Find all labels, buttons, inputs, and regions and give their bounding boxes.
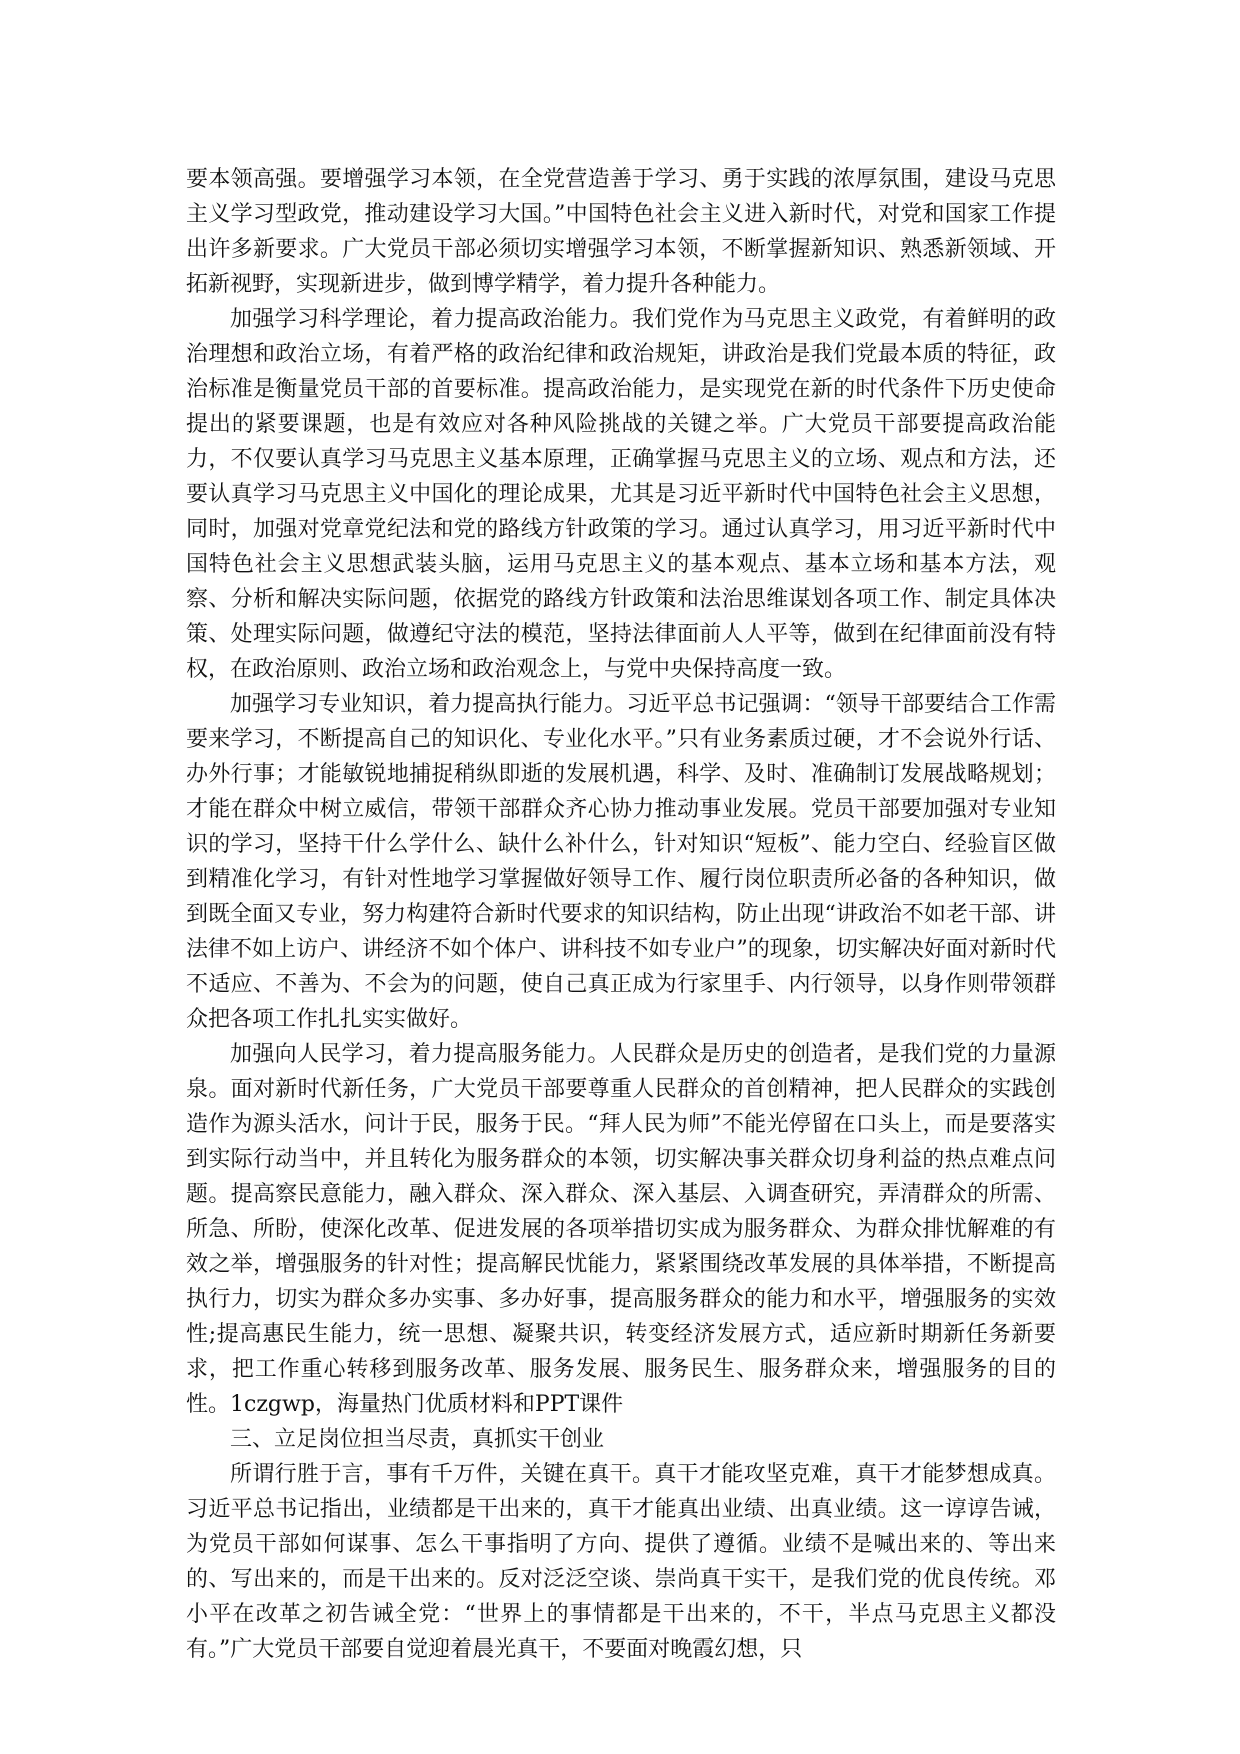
paragraph-real-work: 所谓行胜于言，事有千万件，关键在真干。真干才能攻坚克难，真干才能梦想成真。习近平总书记指出，业绩都是干出来的，真干才能真出业绩、出真业绩。这一谆谆告诫，为党员干部如何谋事、怎么干事指明了方向、提供了遵循。业绩不是喊出来的、等出来的、写出来的，而是干出来的。反对泛泛空谈、崇尚真干实干，是我们党的优良传统。邓小平在改革之初告诫全党：“世界上的事情都是干出来的，不干，半点马克思主义都没有。”广大党员干部要自觉迎着晨光真干，不要面对晚霞幻想，只: [186, 1462, 1056, 1662]
paragraph-execution-ability: 加强学习专业知识，着力提高执行能力。习近平总书记强调：“领导干部要结合工作需要来学习，不断提高自己的知识化、专业化水平。”只有业务素质过硬，才不会说外行话、办外行事；才能敏锐地捕捉稍纵即逝的发展机遇，科学、及时、准确制订发展战略规划；才能在群众中树立威信，带领干部群众齐心协力推动事业发展。党员干部要加强对专业知识的学习，坚持干什么学什么、缺什么补什么，针对知识“短板”、能力空白、经验盲区做到精准化学习，有针对性地学习掌握做好领导工作、履行岗位职责所必备的各种知识，做到既全面又专业，努力构建符合新时代要求的知识结构，防止出现“讲政治不如老干部、讲法律不如上访户、讲经济不如个体户、讲科技不如专业户”的现象，切实解决好面对新时代不适应、不善为、不会为的问题，使自己真正成为行家里手、内行领导，以身作则带领群众把各项工作扎扎实实做好。: [186, 692, 1056, 1032]
section-heading: 三、立足岗位担当尽责，真抓实干创业: [230, 1427, 605, 1452]
document-body: [186, 162, 1056, 1667]
paragraph-political-ability: 加强学习科学理论，着力提高政治能力。我们党作为马克思主义政党，有着鲜明的政治理想和政治立场，有着严格的政治纪律和政治规矩，讲政治是我们党最本质的特征，政治标准是衡量党员干部的首要标准。提高政治能力，是实现党在新的时代条件下历史使命提出的紧要课题，也是有效应对各种风险挑战的关键之举。广大党员干部要提高政治能力，不仅要认真学习马克思主义基本原理，正确掌握马克思主义的立场、观点和方法，还要认真学习马克思主义中国化的理论成果，尤其是习近平新时代中国特色社会主义思想，同时，加强对党章党纪法和党的路线方针政策的学习。通过认真学习，用习近平新时代中国特色社会主义思想武装头脑，运用马克思主义的基本观点、基本立场和基本方法，观察、分析和解决实际问题，依据党的路线方针政策和法治思维谋划各项工作、制定具体决策、处理实际问题，做遵纪守法的模范，坚持法律面前人人平等，做到在纪律面前没有特权，在政治原则、政治立场和政治观念上，与党中央保持高度一致。: [186, 307, 1056, 682]
paragraph-service-ability: 加强向人民学习，着力提高服务能力。人民群众是历史的创造者，是我们党的力量源泉。面对新时代新任务，广大党员干部要尊重人民群众的首创精神，把人民群众的实践创造作为源头活水，问计于民，服务于民。“拜人民为师”不能光停留在口头上，而是要落实到实际行动当中，并且转化为服务群众的本领，切实解决事关群众切身利益的热点难点问题。提高察民意能力，融入群众、深入群众、深入基层、入调查研究，弄清群众的所需、所急、所盼，使深化改革、促进发展的各项举措切实成为服务群众、为群众排忧解难的有效之举，增强服务的针对性；提高解民忧能力，紧紧围绕改革发展的具体举措，不断提高执行力，切实为群众多办实事、多办好事，提高服务群众的能力和水平，增强服务的实效性;提高惠民生能力，统一思想、凝聚共识，转变经济发展方式，适应新时期新任务新要求，把工作重心转移到服务改革、服务发展、服务民生、服务群众来，增强服务的目的性。1czgwp，海量热门优质材料和PPT课件: [186, 1042, 1056, 1417]
paragraph-continuation: 要本领高强。要增强学习本领，在全党营造善于学习、勇于实践的浓厚氛围，建设马克思主义学习型政党，推动建设学习大国。”中国特色社会主义进入新时代，对党和国家工作提出许多新要求。广大党员干部必须切实增强学习本领，不断掌握新知识、熟悉新领域、开拓新视野，实现新进步，做到博学精学，着力提升各种能力。: [186, 167, 1056, 297]
